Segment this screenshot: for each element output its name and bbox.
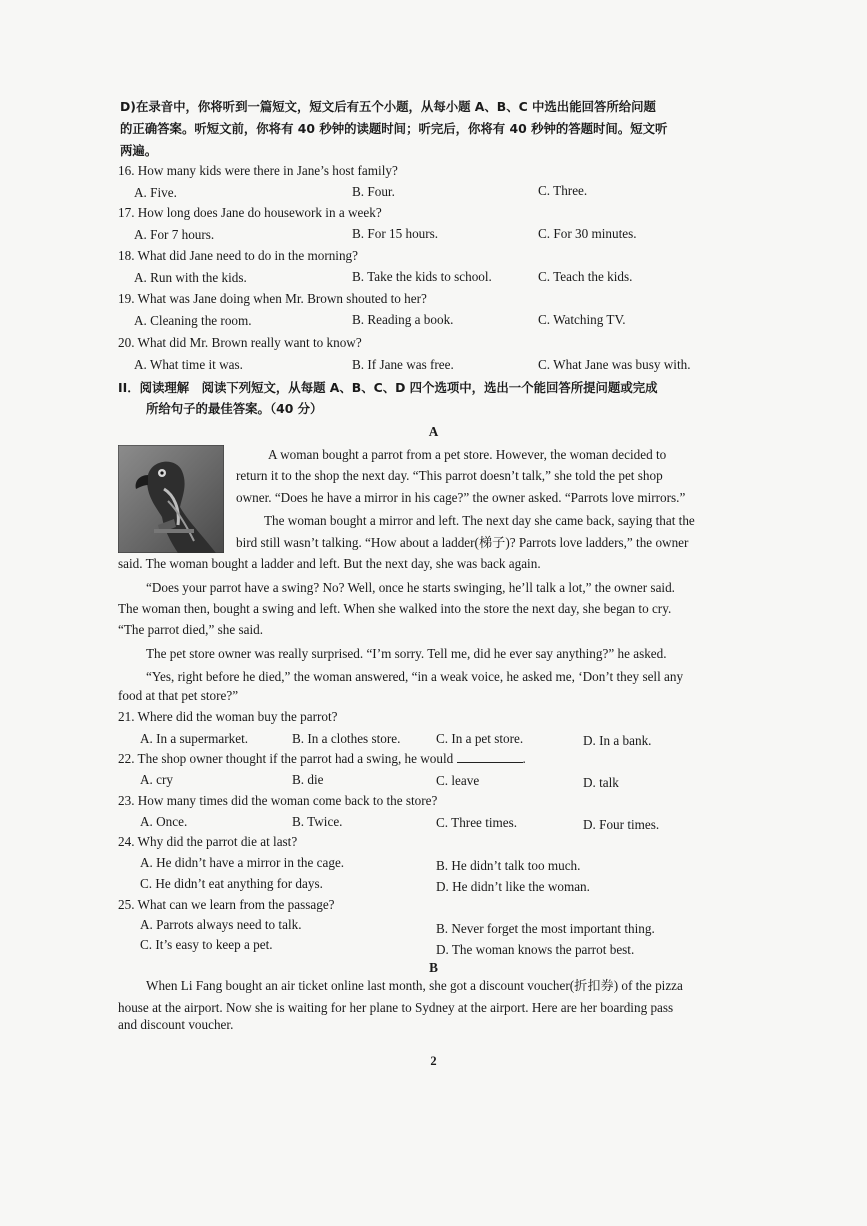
question-19: 19. What was Jane doing when Mr. Brown shouted to her?: [118, 291, 427, 306]
option-24c: C. He didn’t eat anything for days.: [140, 876, 323, 891]
option-19b: B. Reading a book.: [352, 312, 454, 327]
option-18a: A. Run with the kids.: [134, 270, 247, 285]
question-17: 17. How long does Jane do housework in a week?: [118, 205, 382, 220]
option-18b: B. Take the kids to school.: [352, 269, 492, 284]
option-25b: B. Never forget the most important thing.: [436, 921, 655, 936]
option-22a: A. cry: [140, 772, 173, 787]
option-24b: B. He didn’t talk too much.: [436, 858, 581, 873]
option-23a: A. Once.: [140, 814, 188, 829]
passage-b-line-3: and discount voucher.: [118, 1017, 234, 1032]
question-16: 16. How many kids were there in Jane’s host family?: [118, 163, 398, 178]
option-24a: A. He didn’t have a mirror in the cage.: [140, 855, 345, 870]
option-21a: A. In a supermarket.: [140, 731, 249, 746]
listening-instruction-line-3: 两遍。: [120, 143, 158, 158]
option-16c: C. Three.: [538, 183, 588, 198]
option-23b: B. Twice.: [292, 814, 343, 829]
passage-a-line-11: “Yes, right before he died,” the woman answered, “in a weak voice, he asked me, ‘Don’t they sell any: [146, 669, 684, 684]
passage-a-line-9: “The parrot died,” she said.: [118, 622, 264, 637]
question-24: 24. Why did the parrot die at last?: [118, 834, 298, 849]
question-22: [118, 750, 526, 767]
question-22-end: .: [522, 751, 526, 766]
option-25c: C. It’s easy to keep a pet.: [140, 937, 273, 952]
passage-a-line-4: The woman bought a mirror and left. The next day she came back, saying that the: [264, 513, 695, 528]
passage-a-line-8: The woman then, bought a swing and left. When she walked into the store the next day, she began to cry.: [118, 601, 672, 616]
passage-b-line-2: house at the airport. Now she is waiting for her plane to Sydney at the airport. Here are her boarding pass: [118, 1000, 674, 1015]
passage-a-line-12: food at that pet store?”: [118, 688, 239, 703]
listening-instruction-line-2: 的正确答案。听短文前，你将有 40 秒钟的读题时间；听完后，你将有 40 秒钟的答题时间。短文听: [120, 121, 668, 136]
option-24d: D. He didn’t like the woman.: [436, 879, 590, 894]
option-16a: A. Five.: [134, 185, 177, 200]
option-21c: C. In a pet store.: [436, 731, 524, 746]
passage-a-line-7: “Does your parrot have a swing? No? Well, once he starts swinging, he’ll talk a lot,” the owner said.: [146, 580, 675, 595]
option-16b: B. Four.: [352, 184, 395, 199]
question-25: 25. What can we learn from the passage?: [118, 897, 335, 912]
option-21d: D. In a bank.: [583, 733, 652, 748]
question-20: 20. What did Mr. Brown really want to know?: [118, 335, 362, 350]
option-17c: C. For 30 minutes.: [538, 226, 637, 241]
option-17b: B. For 15 hours.: [352, 226, 439, 241]
listening-instruction-line-1: D)在录音中，你将听到一篇短文，短文后有五个小题，从每小题 A、B、C 中选出能回答所给问题: [120, 99, 656, 114]
question-23: 23. How many times did the woman come back to the store?: [118, 793, 438, 808]
reading-heading-line-2: 所给句子的最佳答案。（40 分）: [146, 401, 323, 416]
answer-blank: [457, 750, 523, 763]
option-25d: D. The woman knows the parrot best.: [436, 942, 635, 957]
passage-a-label: A: [428, 424, 439, 439]
option-22d: D. talk: [583, 775, 619, 790]
question-18: 18. What did Jane need to do in the morning?: [118, 248, 359, 263]
option-22b: B. die: [292, 772, 324, 787]
passage-a-line-3: owner. “Does he have a mirror in his cage?” the owner asked. “Parrots love mirrors.”: [236, 490, 686, 505]
option-23d: D. Four times.: [583, 817, 660, 832]
option-21b: B. In a clothes store.: [292, 731, 401, 746]
passage-a-line-10: The pet store owner was really surprised. “I’m sorry. Tell me, did he ever say anything?” he asked.: [146, 646, 667, 661]
passage-a-line-6: said. The woman bought a ladder and left. But the next day, she was back again.: [118, 556, 541, 571]
question-21: 21. Where did the woman buy the parrot?: [118, 709, 338, 724]
question-22-text: 22. The shop owner thought if the parrot had a swing, he would: [118, 751, 454, 766]
option-20b: B. If Jane was free.: [352, 357, 454, 372]
option-19c: C. Watching TV.: [538, 312, 626, 327]
passage-a-line-5: bird still wasn’t talking. “How about a ladder(梯子)? Parrots love ladders,” the owner: [236, 535, 689, 550]
parrot-image: [118, 445, 224, 553]
option-25a: A. Parrots always need to talk.: [140, 917, 302, 932]
option-20a: A. What time it was.: [134, 357, 243, 372]
passage-a-line-1: A woman bought a parrot from a pet store. However, the woman decided to: [268, 447, 667, 462]
passage-b-label: B: [429, 960, 438, 975]
passage-a-line-2: return it to the shop the next day. “This parrot doesn’t talk,” she told the pet shop: [236, 468, 663, 483]
option-23c: C. Three times.: [436, 815, 518, 830]
option-17a: A. For 7 hours.: [134, 227, 215, 242]
reading-heading-line-1: II．阅读理解 阅读下列短文，从每题 A、B、C、D 四个选项中，选出一个能回答所提问题或完成: [118, 380, 658, 395]
passage-b-line-1: When Li Fang bought an air ticket online last month, she got a discount voucher(折扣券) of the pizza: [146, 978, 683, 993]
option-20c: C. What Jane was busy with.: [538, 357, 691, 372]
option-18c: C. Teach the kids.: [538, 269, 633, 284]
option-22c: C. leave: [436, 773, 480, 788]
page-number: 2: [430, 1054, 437, 1068]
option-19a: A. Cleaning the room.: [134, 313, 252, 328]
